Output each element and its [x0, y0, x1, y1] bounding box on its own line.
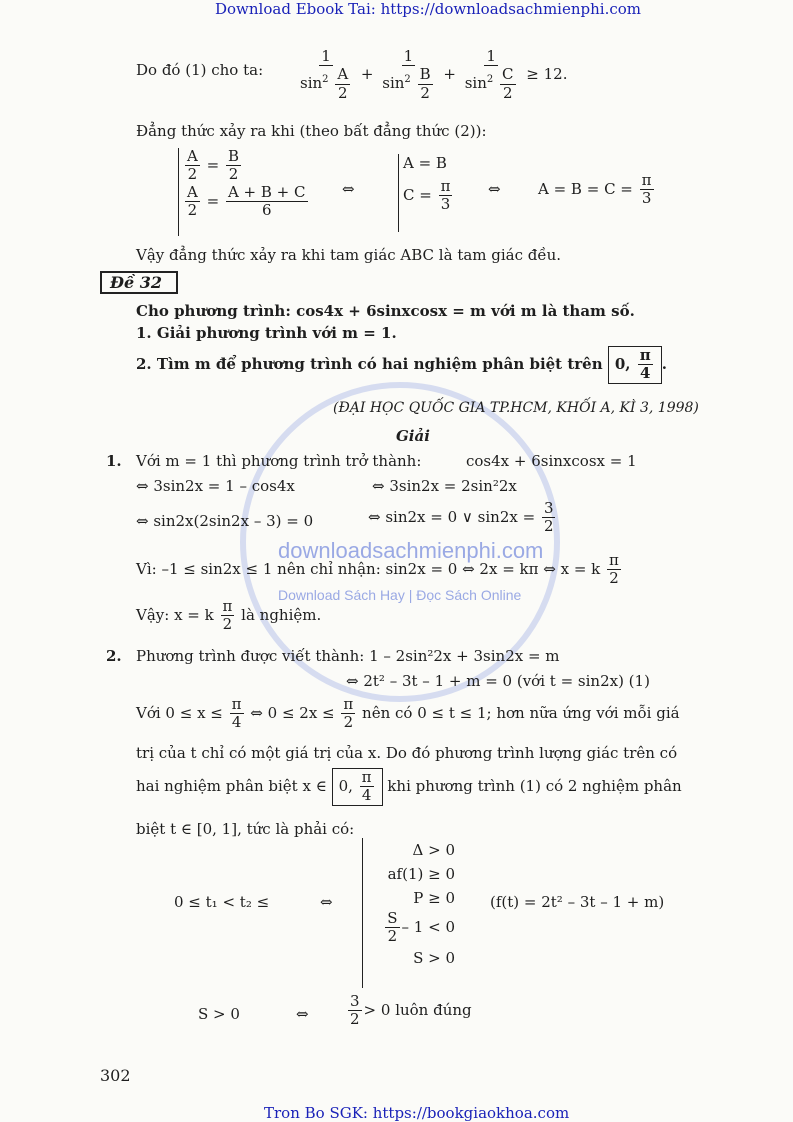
s1-line2a: ⇔ 3sin2x = 1 – cos4x — [136, 477, 295, 495]
equiv-arrow-2: ⇔ — [488, 180, 501, 198]
cond-delta: Δ > 0 — [412, 841, 455, 859]
equality-intro: Đẳng thức xảy ra khi (theo bất đẳng thức (2)): — [136, 122, 487, 140]
sys-left: 0 ≤ t₁ < t₂ ≤ — [174, 893, 270, 911]
page-number: 302 — [100, 1066, 131, 1085]
cond-s: S > 0 — [413, 948, 455, 967]
sys-arrow: ⇔ — [320, 893, 333, 911]
s2-para4: biệt t ∈ [0, 1], tức là phải có: — [136, 820, 355, 838]
s1-text: Với m = 1 thì phương trình trở thành: — [136, 452, 422, 470]
conditions-system — [362, 838, 455, 988]
watermark-tagline: Download Sách Hay | Đọc Sách Online — [278, 587, 522, 603]
cond-s-half-text: – 1 < 0 — [401, 917, 455, 936]
equality-system-1: $\frac{A}{2}$ = $\frac{B}{2}$ $\frac{A}{2}$ = $\frac{A + B + C}{6}$ — [178, 148, 310, 236]
equiv-arrow-1: ⇔ — [342, 180, 355, 198]
inequality-sum: 1 $\sin^2$ $\frac{A}{2}$ + 1 $\sin^2$ $\frac{B}{2}$ + 1 $\sin^2$ $\frac{C}{2}$ ≥ 12. — [300, 47, 568, 102]
s2-para1c: nên có 0 ≤ t ≤ 1; hơn nữa ứng với mỗi giá — [362, 703, 680, 722]
s1-line5b: là nghiệm. — [241, 605, 322, 624]
conclusion-equilateral: Vậy đẳng thức xảy ra khi tam giác ABC là tam giác đều. — [136, 246, 562, 264]
problem-label: Đề 32 — [100, 271, 178, 294]
cond-p: P ≥ 0 — [413, 889, 455, 907]
s1-eq: cos4x + 6sinxcosx = 1 — [466, 452, 637, 470]
watermark-site: downloadsachmienphi.com — [278, 538, 544, 563]
s1-line2b: ⇔ 3sin2x = 2sin²2x — [372, 477, 517, 495]
s2-num: 2. — [106, 647, 122, 665]
last-arrow: ⇔ — [296, 1005, 309, 1023]
cond-af1: af(1) ≥ 0 — [387, 865, 455, 883]
s2-para1a: Với 0 ≤ x ≤ — [136, 703, 223, 722]
last-b: $\frac{3}{2}$ > 0 luôn đúng — [350, 992, 472, 1029]
footer-link[interactable]: Tron Bo SGK: https://bookgiaokhoa.com — [264, 1104, 570, 1122]
s2-para3a: hai nghiệm phân biệt x ∈ — [136, 776, 327, 795]
equality-system-2: A = B C = $\frac{\pi}{3}$ — [398, 154, 454, 232]
equality-result-text: A = B = C = — [538, 179, 633, 198]
s1-line5a: Vậy: x = k — [136, 605, 214, 624]
s2-para3b: khi phương trình (1) có 2 nghiệm phân — [387, 776, 682, 795]
s1-line3b: ⇔ sin2x = 0 ∨ sin2x = $\frac{3}{2}$ — [368, 499, 554, 536]
s2-para2: trị của t chỉ có một giá trị của x. Do đó phương trình lượng giác trên có — [136, 744, 678, 762]
s2-eq: ⇔ 2t² – 3t – 1 + m = 0 (với t = sin2x) (1) — [346, 672, 650, 690]
ineq-rhs: ≥ 12. — [526, 64, 568, 83]
question-2-text: 2. Tìm m để phương trình có hai nghiệm phân biệt trên — [136, 354, 603, 373]
s1-line3b-text: ⇔ sin2x = 0 ∨ sin2x = — [368, 507, 536, 526]
question-1: 1. Giải phương trình với m = 1. — [136, 324, 397, 342]
question-2: 2. Tìm m để phương trình có hai nghiệm phân biệt trên 0, $\frac{\pi}{4}$ . — [136, 346, 667, 383]
s2-text: Phương trình được viết thành: 1 – 2sin²2x + 3sin2x = m — [136, 647, 560, 665]
cond-s-half: $\frac{S}{2}$ – 1 < 0 — [387, 909, 455, 946]
s2-para3: hai nghiệm phân biệt x ∈ 0, $\frac{\pi}{4}$ khi phương trình (1) có 2 nghiệm phân — [136, 768, 682, 805]
s2-para1: Với 0 ≤ x ≤ $\frac{\pi}{4}$ ⇔ 0 ≤ 2x ≤ $\frac{\pi}{2}$ nên có 0 ≤ t ≤ 1; hơn nữa ứng với mỗi giá — [136, 695, 680, 732]
s1-line5: Vậy: x = k $\frac{\pi}{2}$ là nghiệm. — [136, 597, 322, 634]
s1-line4-text: Vì: –1 ≤ sin2x ≤ 1 nên chỉ nhận: sin2x = 0 ⇔ 2x = kπ ⇔ x = k — [136, 559, 601, 578]
solution-title: Giải — [396, 427, 430, 445]
line-do-do: Do đó (1) cho ta: — [136, 61, 264, 79]
problem-source: (ĐẠI HỌC QUỐC GIA TP.HCM, KHỐI A, KÌ 3, 1998) — [333, 400, 699, 416]
last-b-text: > 0 luôn đúng — [363, 1000, 472, 1019]
s1-line4: Vì: –1 ≤ sin2x ≤ 1 nên chỉ nhận: sin2x = 0 ⇔ 2x = kπ ⇔ x = k $\frac{\pi}{2}$ — [136, 551, 619, 588]
s1-line3a: ⇔ sin2x(2sin2x – 3) = 0 — [136, 512, 314, 530]
header-link[interactable]: Download Ebook Tai: https://downloadsachmienphi.com — [215, 0, 641, 18]
last-a: S > 0 — [198, 1005, 240, 1023]
s2-para1b: ⇔ 0 ≤ 2x ≤ — [250, 703, 335, 722]
s1-num: 1. — [106, 452, 122, 470]
f-definition: (f(t) = 2t² – 3t – 1 + m) — [490, 893, 665, 911]
equality-result: A = B = C = $\frac{\pi}{3}$ — [538, 171, 652, 208]
problem-statement: Cho phương trình: cos4x + 6sinxcosx = m với m là tham số. — [136, 302, 635, 320]
